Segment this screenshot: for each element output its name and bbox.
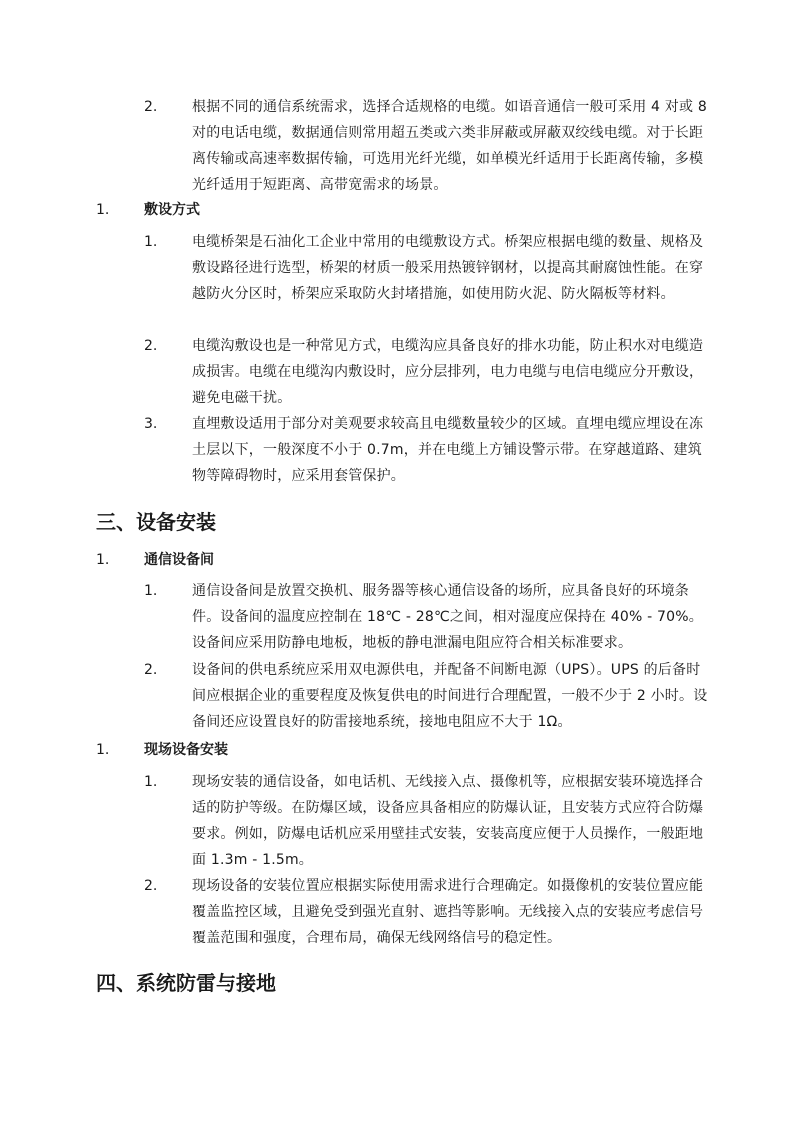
- subheading-title: 敷设方式: [144, 202, 200, 218]
- paragraph: 直埋敷设适用于部分对美观要求较高且电缆数量较少的区域。直埋电缆应埋设在冻土层以下，一般深度不小于 0.7m，并在电缆上方铺设警示带。在穿越道路、建筑物等障碍物时，应采用套管保护。: [192, 416, 704, 484]
- list-number: 2.: [144, 662, 158, 678]
- paragraph: 电缆桥架是石油化工企业中常用的电缆敷设方式。桥架应根据电缆的数量、规格及敷设路径进行选型，桥架的材质一般采用热镀锌钢材，以提高其耐腐蚀性能。在穿越防火分区时，桥架应采取防火封堵措施，如使用防火泥、防火隔板等材料。: [192, 234, 704, 302]
- list-number: 1.: [144, 583, 158, 599]
- list-number: 3.: [144, 416, 158, 432]
- subheading-title: 现场设备安装: [144, 742, 228, 758]
- section-heading-4: 四、系统防雷与接地: [96, 971, 276, 995]
- paragraph: 现场设备的安装位置应根据实际使用需求进行合理确定。如摄像机的安装位置应能覆盖监控区域，且避免受到强光直射、遮挡等影响。无线接入点的安装应考虑信号覆盖范围和强度，合理布局，确保无线网络信号的稳定性。: [192, 878, 704, 946]
- paragraph: 电缆沟敷设也是一种常见方式，电缆沟应具备良好的排水功能，防止积水对电缆造成损害。电缆在电缆沟内敷设时，应分层排列，电力电缆与电信电缆应分开敷设，避免电磁干扰。: [192, 338, 704, 406]
- subheading-title: 通信设备间: [144, 552, 214, 568]
- section-heading-3: 三、设备安装: [96, 510, 216, 534]
- paragraph: 现场安装的通信设备，如电话机、无线接入点、摄像机等，应根据安装环境选择合适的防护等级。在防爆区域，设备应具备相应的防爆认证，且安装方式应符合防爆要求。例如，防爆电话机应采用壁挂式安装，安装高度应便于人员操作，一般距地面 1.3m - 1.5m。: [192, 774, 704, 868]
- list-number: 1.: [96, 742, 110, 758]
- list-number: 2.: [144, 99, 158, 115]
- list-number: 1.: [144, 234, 158, 250]
- list-number: 1.: [96, 202, 110, 218]
- list-number: 2.: [144, 338, 158, 354]
- list-number: 1.: [96, 552, 110, 568]
- paragraph: 通信设备间是放置交换机、服务器等核心通信设备的场所，应具备良好的环境条件。设备间的温度应控制在 18℃ - 28℃之间，相对湿度应保持在 40% - 70%。设备间应采用防静电地板，地板的静电泄漏电阻应符合相关标准要求。: [192, 583, 703, 651]
- list-number: 1.: [144, 774, 158, 790]
- paragraph: 根据不同的通信系统需求，选择合适规格的电缆。如语音通信一般可采用 4 对或 8 对的电话电缆，数据通信则常用超五类或六类非屏蔽或屏蔽双绞线电缆。对于长距离传输或高速率数据传输，可选用光纤光缆，如单模光纤适用于长距离传输，多模光纤适用于短距离、高带宽需求的场景。: [192, 99, 707, 193]
- list-number: 2.: [144, 878, 158, 894]
- paragraph: 设备间的供电系统应采用双电源供电，并配备不间断电源（UPS）。UPS 的后备时间应根据企业的重要程度及恢复供电的时间进行合理配置，一般不少于 2 小时。设备间还应设置良好的防雷接地系统，接地电阻应不大于 1Ω。: [192, 662, 708, 730]
